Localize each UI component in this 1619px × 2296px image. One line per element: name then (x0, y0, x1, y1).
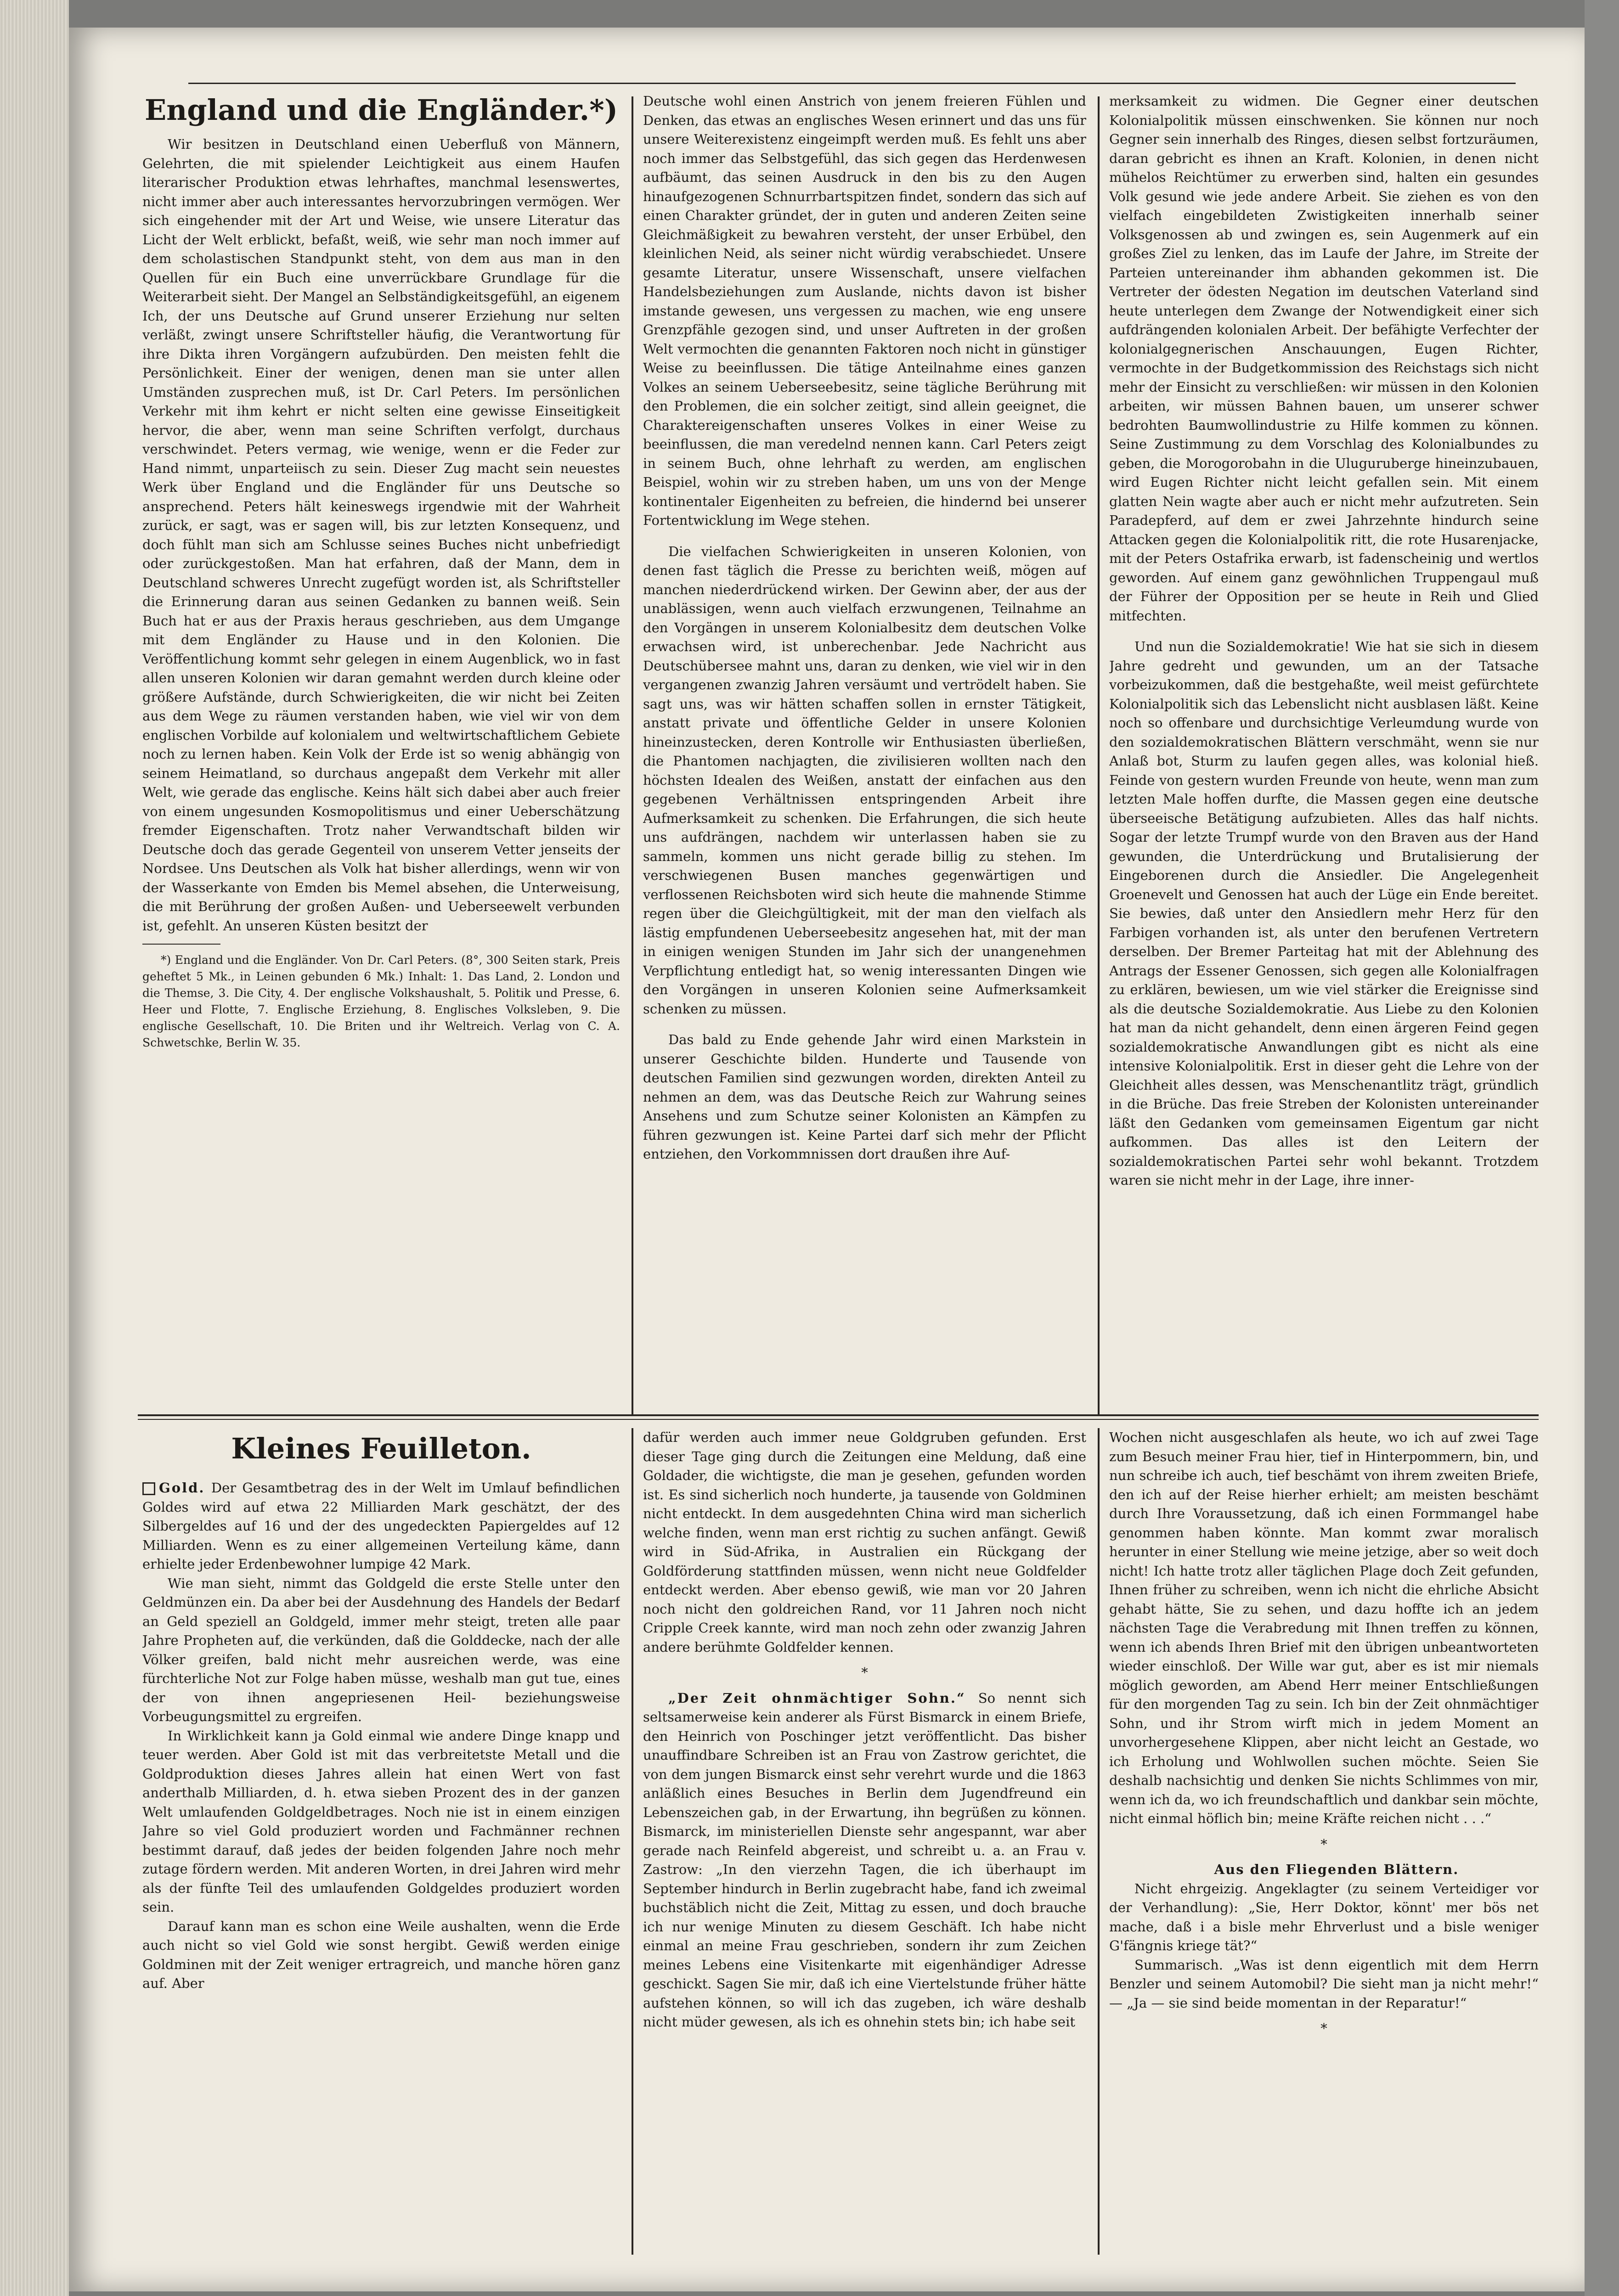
gold-heading: Gold. (159, 1480, 205, 1496)
feuilleton-column-3 (1109, 1428, 1539, 2255)
bismarck-text: So nennt sich seltsamerweise kein anderer als Fürst Bismarck in einem Briefe, den Heinrich von Poschinger jetzt veröffentlicht. Das bisher unauffindbare Schreiben ist an Frau von Zastrow gerichtet, die von dem jungen Bismarck einst sehr verehrt wurde und die 1863 anläßlich eines Besuches in Berlin dem Jugendfreund ein Lebenszeichen gab, in der Erwartung, ihn begrüßen zu können. Bismarck, im ministeriellen Dienste sehr angespannt, war aber gerade nach Reinfeld abgereist, und schreibt u. a. an Frau v. Zastrow: „In den vierzehn Tagen, die ich überhaupt im September hindurch in Berlin zugebracht habe, fand ich zweimal buchstäblich nicht die Zeit, Mittag zu essen, und doch brauche ich nur wenige Minuten zu diesem Geschäft. Ich habe nicht einmal an meine Frau geschrieben, sondern ihr zum Zeichen meines Lebens eine Visitenkarte mit eigenhändiger Adresse geschickt. Sagen Sie mir, daß ich eine Viertelstunde früher hätte aufstehen können, so will ich das zugeben, ich wäre deshalb nicht müder gewesen, als ich es ohnehin stets bin; ich habe seit (643, 1690, 1086, 2030)
feuilleton-paragraph: Wie man sieht, nimmt das Goldgeld die erste Stelle unter den Geldmünzen ein. Da aber bei der Ausdehnung des Handels der Bedarf an Geld speziell an Goldgeld, immer mehr steigt, treten alle paar Jahre Propheten auf, die verkünden, daß die Golddecke, nach der alle Völker greifen, bald nicht mehr ausreichen werde, was eine fürchterliche Not zur Folge haben müsse, weshalb man gut tue, eines der von ihnen angepriesenen Heil- beziehungsweise Vorbeugungsmittel zu ergreifen. (142, 1575, 620, 1724)
feuilleton-column-1 (142, 1428, 620, 2255)
feuilleton-paragraph: dafür werden auch immer neue Goldgruben gefunden. Erst dieser Tage ging durch die Zeitungen eine Meldung, daß eine Goldader, die wichtigste, die man je gesehen, gefunden worden ist. Es sind sicherlich noch hunderte, ja tausende von Goldminen nicht entdeckt. In dem ausgedehnten China wird man sicherlich welche finden, wenn man erst richtig zu suchen anfängt. Gewiß wird in Süd-Afrika, in Australien ein Rückgang der Goldförderung stattfinden müssen, wenn nicht neue Goldfelder entdeckt werden. Aber ebenso gewiß, wie man vor 20 Jahren noch nicht den goldreichen Rand, vor 11 Jahren noch nicht Cripple Creek kannte, wird man noch zehn oder zwanzig Jahren andere berühmte Goldfelder kennen. (643, 1429, 1086, 1655)
footnote-rule (142, 944, 220, 945)
article-paragraph: Deutsche wohl einen Anstrich von jenem freieren Fühlen und Denken, das etwas an englisches Wesen erinnert und das uns für unsere Weiterexistenz eingeimpft werden muß. Es fehlt uns aber noch immer das Selbstgefühl, das sich gegen das Herdenwesen aufbäumt, das seinen Ausdruck in den bis zu den Augen hinaufgezogenen Schnurrbartspitzen findet, sondern das sich auf einen Charakter gründet, der in guten und anderen Zeiten seine Gleichmäßigkeit zu bewahren versteht, der unser Erbübel, den kleinlichen Neid, als seiner nicht würdig verabschiedet. Unsere gesamte Literatur, unsere Wissenschaft, unsere vielfachen Handelsbeziehungen zum Auslande, nichts davon ist bisher imstande gewesen, uns vergessen zu machen, wie eng unsere Grenzpfähle gezogen sind, und unser Auftreten in der großen Welt vermochten die genannten Faktoren noch nicht in günstiger Weise zu beeinflussen. Die tätige Anteilnahme eines ganzen Volkes an seinem Ueberseebesitz, seine tägliche Berührung mit den Problemen, die ein solcher zeitigt, sind allein geeignet, die Charaktereigenschaften unseres Volkes in einer Weise zu beeinflussen, die man veredelnd nennen kann. Carl Peters zeigt in seinem Buch, ohne lehrhaft zu werden, am englischen Beispiel, wohin wir zu streben haben, um uns von der Menge kontinentaler Eigenheiten zu befreien, die hindernd bei unserer Fortentwicklung im Wege stehen. (643, 93, 1086, 528)
feuilleton-paragraph (142, 1479, 620, 1574)
bismarck-heading: „Der Zeit ohnmächtiger Sohn.“ (668, 1690, 966, 1706)
article-paragraph: Wir besitzen in Deutschland einen Ueberfluß von Männern, Gelehrten, die mit spielender Leichtigkeit aus einem Haufen literarischer Produktion etwas lehrhaftes, manchmal lesenswertes, nicht immer aber auch interessantes hervorzubringen vermögen. Wer sich eingehender mit der Art und Weise, wie unsere Literatur das Licht der Welt erblickt, befaßt, weiß, wie sehr man noch immer auf dem scholastischen Standpunkt steht, von dem aus man in den Quellen für ein Buch eine unverrückbare Grundlage für die Weiterarbeit sieht. Der Mangel an Selbständigkeitsgefühl, an eigenem Ich, der uns Deutsche auf Grund unserer Erziehung nur selten verläßt, zwingt unsere Schriftsteller häufig, die Verantwortung für ihre Dikta ihren Vorgängern aufzubürden. Den meisten fehlt die Persönlichkeit. Einer der wenigen, denen man sie unter allen Umständen zusprechen muß, ist Dr. Carl Peters. Im persönlichen Verkehr mit ihm kehrt er nicht selten eine gewisse Einseitigkeit hervor, die aber, wenn man seine Schriften verfolgt, durchaus verschwindet. Peters vermag, wie wenige, wenn er die Feder zur Hand nimmt, unparteiisch zu sein. Dieser Zug macht sein neuestes Werk über England und die Engländer für uns Deutsche so ansprechend. Peters hält keineswegs irgendwie mit der Wahrheit zurück, er sagt, was er sagen will, bis zur letzten Konsequenz, und doch fühlt man sich am Schlusse seines Buches nicht unbefriedigt oder zurückgestoßen. Man hat erfahren, daß der Mann, dem in Deutschland schweres Unrecht zugefügt worden ist, als Schriftsteller die Erinnerung daran aus seinen Gedanken zu bannen weiß. Sein Buch hat er aus der Praxis heraus geschrieben, aus dem Umgange mit dem Engländer zu Hause und in den Kolonien. Die Veröffentlichung kommt sehr gelegen in einem Augenblick, wo in fast allen unseren Kolonien wir daran gemahnt werden durch kleine oder größere Aufstände, durch Schwierigkeiten, die wir nicht bei Zeiten aus dem Wege zu räumen verstanden haben, wie viel wir von dem englischen Vorbilde auf kolonialem und weltwirtschaftlichem Gebiete noch zu lernen haben. Kein Volk der Erde ist so wenig abhängig von seinem Heimatland, so durchaus angepaßt dem Verkehr mit aller Welt, wie gerade das englische. Keins hält sich dabei aber auch freier von einem ungesunden Kosmopolitismus und einer Ueberschätzung fremder Eigenschaften. Trotz naher Verwandtschaft bilden wir Deutsche doch das gerade Gegenteil von unserem Vetter jenseits der Nordsee. Uns Deutschen als Volk hat bisher allerdings, wenn wir von der Wasserkante von Emden bis Memel absehen, die Unterweisung, die mit Berührung der großen Außen- und Ueberseewelt verbunden ist, gefehlt. An unseren Küsten besitzt der (142, 136, 620, 934)
column-divider-1 (632, 96, 633, 1414)
separator-star: * (1320, 1836, 1327, 1852)
scan-background-edge (1585, 0, 1619, 2296)
feuilleton-paragraph: Nicht ehrgeizig. Angeklagter (zu seinem Verteidiger vor der Verhandlung): „Sie, Herr Doktor, könnt' mer bös net mache, daß i a bisle mehr Ehrverlust und a bisle weniger G'fängnis kriege tät?“ (1109, 1880, 1539, 1953)
article-column-1 (142, 92, 620, 1410)
feuilleton-paragraph: Darauf kann man es schon eine Weile aushalten, wenn die Erde auch nicht so viel Gold wie sonst hergibt. Gewiß werden einige Goldminen mit der Zeit weniger ertragreich, und manche hören ganz auf. Aber (142, 1918, 620, 1991)
article-column-3 (1109, 92, 1539, 1410)
feuilleton-divider-2 (1098, 1428, 1100, 2255)
feuilleton-paragraph: Wochen nicht ausgeschlafen als heute, wo ich auf zwei Tage zum Besuch meiner Frau hier, tief in Hinterpommern, bin, und nun schreibe ich auch, tief beschämt von ihrem zweiten Briefe, den ich auf der Reise hierher erhielt; am meisten beschämt durch Ihre Voraussetzung, daß ich einen Formmangel habe genommen haben könnte. Man kommt zwar moralisch herunter in einer Stellung wie meine jetzige, aber so weit doch nicht! Ich hatte trotz aller täglichen Plage doch Zeit gefunden, Ihnen früher zu schreiben, wenn ich nicht die ehrliche Absicht gehabt hätte, Sie zu sehen, und dazu hoffte ich an jedem nächsten Tage die Verabredung mit Ihnen treffen zu können, wenn ich abends Ihren Brief mit den übrigen unbeantworteten wieder einschloß. Der Wille war gut, aber es ist mir niemals möglich geworden, am Abend Herr meiner Entschließungen für den morgenden Tag zu sein. Ich bin der Zeit ohnmächtiger Sohn, und ihr Strom wirft mich in jedem Moment an unvorhergesehene Klippen, aber nicht leicht an Gestade, wo ich Erholung und Wohlwollen suchen möchte. Seien Sie deshalb nachsichtig und denken Sie nichts Schlimmes von mir, wenn ich da, wo ich freundschaftlich und dankbar sein möchte, nicht einmal höflich bin; meine Kräfte reichen nicht . . .“ (1109, 1429, 1539, 1826)
article-title: England und die Engländer.*) (144, 93, 618, 127)
article-paragraph: merksamkeit zu widmen. Die Gegner einer deutschen Kolonialpolitik müssen einschwenken. Sie können nur noch Gegner sein innerhalb des Ringes, diesen selbst fortzuräumen, daran gebricht es ihnen an Kraft. Kolonien, in denen nicht mühelos Reichtümer zu erwerben sind, halten ein gesundes Volk gesund wie jede andere Arbeit. Sie ziehen es von den vielfach eingebildeten Zwistigkeiten innerhalb seiner Volksgenossen ab und zwingen es, sein Augenmerk auf ein großes Ziel zu lenken, das im Laufe der Jahre, im Streite der Parteien untereinander ihm abhanden gekommen ist. Die Vertreter der ödesten Negation im deutschen Vaterland sind heute unterlegen dem Zwange der Notwendigkeit einer sich aufdrängenden kolonialen Arbeit. Der befähigte Verfechter der kolonialgegnerischen Anschauungen, Eugen Richter, vermochte in der Budgetkommission des Reichstags sich nicht mehr der Einsicht zu verschließen: wir müssen in den Kolonien arbeiten, wir müssen Bahnen bauen, um unserer schwer bedrohten Baumwollindustrie zu Hilfe kommen zu können. Seine Zustimmung zu dem Vorschlag des Kolonialbundes zu geben, die Morogorobahn in die Uluguruberge hineinzubauen, wird Eugen Richter nicht leicht gefallen sein. Mit einem glatten Nein wagte aber auch er nicht mehr aufzutreten. Sein Paradepferd, auf dem er zwei Jahrzehnte hindurch seine Attacken gegen die Kolonialpolitik ritt, die rote Husarenjacke, mit der Peters Ostafrika erwarb, ist fadenscheinig und wertlos geworden. Auf einem ganz gewöhnlichen Truppengaul muß der Führer der Opposition per se heute in Reih und Glied mitfechten. (1109, 93, 1539, 624)
newspaper-page (69, 28, 1585, 2291)
feuilleton-paragraph: Summarisch. „Was ist denn eigentlich mit dem Herrn Benzler und seinem Automobil? Die sieht man ja nicht mehr!“ — „Ja — sie sind beide momentan in der Reparatur!“ (1109, 1957, 1539, 2011)
article-paragraph: Das bald zu Ende gehende Jahr wird einen Markstein in unserer Geschichte bilden. Hunderte und Tausende von deutschen Familien sind gezwungen worden, direkten Anteil zu nehmen an dem, was das Deutsche Reich zur Wahrung seines Ansehens und zum Schutze seiner Kolonisten an Kämpfen zu führen gezwungen ist. Keine Partei darf sich mehr der Pflicht entziehen, den Vorkommnissen dort draußen ihre Auf- (643, 1032, 1086, 1162)
feuilleton-paragraph: In Wirklichkeit kann ja Gold einmal wie andere Dinge knapp und teuer werden. Aber Gold ist mit das verbreitetste Metall und die Goldproduktion dieses Jahres allein hat einen Wert von fast anderthalb Milliarden, d. h. etwa sieben Prozent des in der ganzen Welt umlaufenden Goldgeldbetrages. Noch nie ist in einem einzigen Jahre so viel Gold produziert worden und Fachmänner rechnen bestimmt darauf, daß jedes der beiden folgenden Jahre noch mehr zutage fördern werden. Mit anderen Worten, in drei Jahren wird mehr als der fünfte Teil des umlaufenden Goldgeldes produziert worden sein. (142, 1728, 620, 1915)
book-gutter-edge (0, 0, 69, 2296)
article-paragraph: Und nun die Sozialdemokratie! Wie hat sie sich in diesem Jahre gedreht und gewunden, um an der Tatsache vorbeizukommen, daß die bestgehaßte, weil meist gefürchtete Kolonialpolitik sich das Lebenslicht nicht ausblasen läßt. Keine noch so offenbare und durchsichtige Verleumdung wurde von den sozialdemokratischen Blättern verschmäht, wenn sie nur Anlaß bot, Sturm zu laufen gegen alles, was kolonial hieß. Feinde von gestern wurden Freunde von heute, wenn man zum letzten Male hoffen durfte, die Massen gegen eine deutsche überseeische Betätigung aufzubieten. Alles das half nichts. Sogar der letzte Trumpf wurde von den Braven aus der Hand gewunden, die Unterdrückung und Brutalisierung der Eingeborenen durch die Ansiedler. Die Angelegenheit Groenevelt und Genossen hat auch der Lüge ein Ende bereitet. Sie bewies, daß unter den Ansiedlern mehr Herz für den Farbigen vorhanden ist, als unter den berufenen Vertretern derselben. Der Bremer Parteitag hat mit der Ablehnung des Antrags der Essener Genossen, sich gegen alle Kolonialfragen zu erklären, bewiesen, um wie viel stärker die Ereignisse sind als die deutsche Sozialdemokratie. Aus Liebe zu den Kolonien hat man da nicht gehandelt, denn einen ärgeren Feind gegen sozialdemokratische Anwandlungen gibt es nicht als eine intensive Kolonialpolitik. Erst in dieser geht die Lehre von der Gleichheit alles dessen, was Menschenantlitz trägt, gründlich in die Brüche. Das freie Streben der Kolonisten untereinander läßt den Gedanken vom gemeinsamen Eigentum gar nicht aufkommen. Das alles ist den Leitern der sozialdemokratischen Partei sehr wohl bekannt. Trotzdem waren sie nicht mehr in der Lage, ihre inner- (1109, 639, 1539, 1188)
feuilleton-paragraph (643, 1689, 1086, 2032)
square-bullet-icon (142, 1482, 155, 1495)
top-rule (188, 83, 1516, 84)
fliegende-heading: Aus den Fliegenden Blättern. (1214, 1862, 1459, 1877)
footnote-text: *) England und die Engländer. Von Dr. Carl Peters. (8°, 300 Seiten stark, Preis geheftet 5 Mk., in Leinen gebunden 6 Mk.) Inhalt: 1. Das Land, 2. London und die Themse, 3. Die City, 4. Der englische Volkshaushalt, 5. Politik und Presse, 6. Heer und Flotte, 7. Englische Erziehung, 8. Englisches Volksleben, 9. Die englische Gesellschaft, 10. Die Briten und ihr Weltreich. Verlag von C. A. Schwetschke, Berlin W. 35. (142, 953, 620, 1049)
gold-text: Der Gesamtbetrag des in der Welt im Umlauf befindlichen Goldes wird auf etwa 22 Milliarden Mark geschätzt, der des Silbergeldes auf 16 und der des ungedeckten Papiergeldes auf 12 Milliarden. Wenn es zu einer allgemeinen Verteilung käme, dann erhielte jeder Erdenbewohner lumpige 42 Mark. (142, 1480, 620, 1572)
separator-star: * (861, 1665, 868, 1680)
feuilleton-divider-top (138, 1414, 1539, 1416)
article-column-2 (643, 92, 1086, 1410)
column-divider-2 (1098, 96, 1100, 1414)
feuilleton-title: Kleines Feuilleton. (231, 1432, 531, 1465)
feuilleton-column-2 (643, 1428, 1086, 2255)
feuilleton-divider-1 (632, 1428, 633, 2255)
feuilleton-divider-bottom (138, 1419, 1539, 1420)
article-paragraph: Die vielfachen Schwierigkeiten in unseren Kolonien, von denen fast täglich die Presse zu berichten weiß, mögen auf manchen niederdrückend wirken. Der Gewinn aber, der aus der unablässigen, wenn auch vielfach erzwungenen, Teilnahme an den Vorgängen in unserem Kolonialbesitz dem deutschen Volke erwachsen wird, ist unberechenbar. Jede Nachricht aus Deutschübersee mahnt uns, daran zu denken, wie viel wir in den vergangenen zwanzig Jahren versäumt und vertrödelt haben. Sie sagt uns, was wir hätten schaffen sollen in ernster Tätigkeit, anstatt private und öffentliche Gelder in unsere Kolonien hineinzustecken, deren Kontrolle wir Enthusiasten überließen, die Phantomen nachjagten, die zivilisieren wollten nach den höchsten Idealen des Weißen, anstatt der einfachen aus den gegebenen Verhältnissen entspringenden Arbeit ihre Aufmerksamkeit zu schenken. Die Erfahrungen, die sich heute uns aufdrängen, nachdem wir unterlassen haben sie zu sammeln, kommen uns nicht gerade billig zu stehen. Im verschwiegenen Busen manches gegenwärtigen und verflossenen Reichsboten wird sich heute die mahnende Stimme regen über die Gleichgültigkeit, mit der man den vielfach als lästig empfundenen Ueberseebesitz angesehen hat, mit der man in einigen wenigen Stunden im Jahr sich der unangenehmen Verpflichtung entledigt hat, so wenig interessanten Dingen wie den Vorgängen in unseren Kolonien seine Aufmerksamkeit schenken zu müssen. (643, 543, 1086, 1017)
separator-star: * (1320, 2020, 1327, 2036)
footnote (142, 952, 620, 1051)
